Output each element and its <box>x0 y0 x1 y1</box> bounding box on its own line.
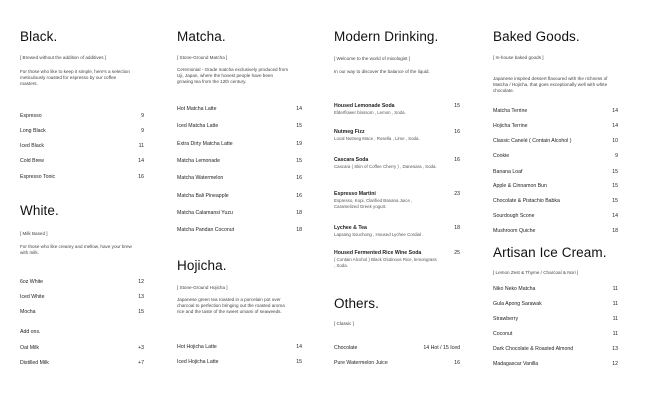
section-title-matcha: Matcha. <box>177 29 226 44</box>
menu-item-price: 14 Hot / 15 Iced <box>423 345 460 351</box>
menu-item-price: 16 <box>454 129 460 135</box>
menu-item-name: Cookie <box>493 153 510 159</box>
section-title-white: White. <box>20 203 59 218</box>
menu-item-name: Hot Hojicha Latte <box>177 344 217 350</box>
menu-item <box>177 210 302 218</box>
menu-item-price: +7 <box>138 360 144 366</box>
menu-item-price: +3 <box>138 345 144 351</box>
menu-item-name: 6oz White <box>20 279 44 285</box>
section-desc-black: For those who like to keep it simple, here's a selection meticulously roasted for espresso by our coffee roasters. <box>20 69 130 87</box>
menu-item <box>20 158 144 166</box>
section-desc-white: For those who like creamy and mellow, have your brew with milk. <box>20 244 132 256</box>
menu-item-name: Extra Dirty Matcha Latte <box>177 141 233 147</box>
menu-item-price: 19 <box>296 141 302 147</box>
menu-item <box>493 138 618 146</box>
menu-item-price: 14 <box>612 123 618 129</box>
menu-item-name: Iced Matcha Latte <box>177 123 219 129</box>
menu-item-name: Apple & Cinnamon Bun <box>493 183 547 189</box>
menu-item <box>493 213 618 221</box>
menu-item-name: Banana Loaf <box>493 169 523 175</box>
menu-item-price: 25 <box>454 250 460 256</box>
menu-item-name: Nutmeg Fizz <box>334 129 365 135</box>
menu-item <box>20 174 144 182</box>
section-title-black: Black. <box>20 29 58 44</box>
menu-item <box>20 360 144 368</box>
menu-item-price: 9 <box>615 153 618 159</box>
menu-item-name: Strawberry <box>493 316 519 322</box>
menu-item-name: Mushroom Quiche <box>493 228 536 234</box>
menu-item <box>493 301 618 309</box>
menu-item <box>20 279 144 287</box>
section-title-baked-goods: Baked Goods. <box>493 29 580 44</box>
section-desc-matcha: Ceremonial - Grade matcha exclusively produced from Uji, Japan, where the honest people have been growing tea from the 12th century. <box>177 67 289 85</box>
menu-item-price: 15 <box>612 183 618 189</box>
menu-item <box>493 346 618 354</box>
section-tag-black: [ Brewed without the addition of additives ] <box>20 55 107 60</box>
menu-item-name: Coconut <box>493 331 513 337</box>
menu-item-ingredients: Espresso, Kopi, Clarified Banana Juice , Caramelized Greek yogurt. <box>334 198 413 209</box>
menu-item-name: Mocha <box>20 309 36 315</box>
menu-item <box>20 309 144 317</box>
menu-item-name: Lychee & Tea <box>334 225 367 231</box>
menu-item <box>334 129 460 141</box>
menu-item-name: Matcha Terrine <box>493 108 528 114</box>
menu-item <box>493 331 618 339</box>
menu-item <box>493 228 618 236</box>
section-title-hojicha: Hojicha. <box>177 258 227 273</box>
section-tag-white: [ Milk Based ] <box>20 231 48 236</box>
menu-item-price: 11 <box>612 286 618 292</box>
menu-item-name: Chocolate <box>334 345 358 351</box>
section-title-artisan-ice-cream: Artisan Ice Cream. <box>493 245 607 260</box>
menu-item-name: Hojicha Terrine <box>493 123 528 129</box>
menu-item-name: Pure Watermelon Juice <box>334 360 388 366</box>
menu-item <box>20 294 144 302</box>
menu-item <box>20 128 144 136</box>
menu-item <box>334 360 460 368</box>
section-tag-artisan-ice-cream: [ Lemon Zest & Thyme / Charcoal & Nori ] <box>493 270 579 275</box>
section-desc-modern-drinking: In our way to discover the balance of the liquid. <box>334 69 430 74</box>
menu-item-name: Hot Matcha Latte <box>177 106 217 112</box>
menu-item <box>334 103 460 115</box>
menu-item <box>177 141 302 149</box>
menu-item-price: 14 <box>296 344 302 350</box>
menu-item-price: 9 <box>141 113 144 119</box>
menu-item-name: Cold Brew <box>20 158 44 164</box>
menu-item <box>20 113 144 121</box>
menu-item <box>493 108 618 116</box>
menu-item-price: 14 <box>138 158 144 164</box>
section-tag-matcha: [ Stone-Ground Matcha ] <box>177 55 228 60</box>
menu-item-price: 16 <box>454 360 460 366</box>
menu-item <box>334 250 460 268</box>
menu-item-name: Housed Lemonade Soda <box>334 103 395 109</box>
menu-item-name: Oat Milk <box>20 345 40 351</box>
menu-item-price: 18 <box>612 228 618 234</box>
menu-item-name: Matcha Bali Pineapple <box>177 193 229 199</box>
menu-item <box>177 227 302 235</box>
menu-item-name: Espresso Tonic <box>20 174 56 180</box>
menu-item <box>334 157 460 169</box>
menu-item-price: 18 <box>296 227 302 233</box>
menu-item-price: 12 <box>138 279 144 285</box>
menu-item-price: 13 <box>612 346 618 352</box>
menu-item <box>177 193 302 201</box>
menu-item-price: 14 <box>612 213 618 219</box>
section-desc-hojicha: Japanese green tea roasted in a porcelain pot over charcoal to perfection bringing out the roasted aroma rice and the taste of the sweet umami of seaweeds. <box>177 297 285 315</box>
menu-item-price: 13 <box>138 294 144 300</box>
menu-item-price: 16 <box>296 193 302 199</box>
menu-item <box>177 106 302 114</box>
menu-item-price: 15 <box>612 169 618 175</box>
menu-item-name: Espresso Martini <box>334 191 376 197</box>
menu-item-price: 16 <box>296 175 302 181</box>
menu-item-name: Iced Hojicha Latte <box>177 359 219 365</box>
menu-item <box>493 361 618 369</box>
menu-item <box>493 123 618 131</box>
menu-item-price: 11 <box>138 143 144 149</box>
menu-item-price: 16 <box>138 174 144 180</box>
menu-item-price: 18 <box>296 210 302 216</box>
menu-item <box>493 169 618 177</box>
menu-item <box>177 123 302 131</box>
menu-item-price: 14 <box>296 106 302 112</box>
menu-item-price: 11 <box>612 316 618 322</box>
section-tag-baked-goods: [ In-house baked goods ] <box>493 55 544 60</box>
menu-item <box>493 198 618 206</box>
menu-item-price: 18 <box>454 225 460 231</box>
menu-item <box>177 175 302 183</box>
section-title-modern-drinking: Modern Drinking. <box>334 29 439 44</box>
menu-item-ingredients: Local Nutmeg Mace , Rosella , Lime , Soda. <box>334 136 420 141</box>
menu-item-price: 15 <box>612 198 618 204</box>
menu-item-name: Matcha Watermelon <box>177 175 224 181</box>
menu-item-price: 10 <box>612 138 618 144</box>
menu-item <box>493 153 618 161</box>
menu-item-name: Matcha Pandan Coconut <box>177 227 235 233</box>
menu-item <box>493 316 618 324</box>
menu-item-price: 12 <box>612 361 618 367</box>
section-tag-others: [ Classic ] <box>334 321 354 326</box>
menu-item-name: Matcha Calamansi Yuzu <box>177 210 233 216</box>
menu-item <box>493 286 618 294</box>
menu-item <box>493 183 618 191</box>
menu-item-name: Chocolate & Pistachio Babka <box>493 198 560 204</box>
menu-item-price: 11 <box>612 331 618 337</box>
menu-item-ingredients: Elderflower blossom , Lemon , Soda. <box>334 110 406 115</box>
menu-item <box>334 225 460 237</box>
menu-item-name: Madagascar Vanilla <box>493 361 539 367</box>
menu-item-name: Housed Fermented Rice Wine Soda <box>334 250 422 256</box>
menu-item-ingredients: Cascara ( Skin of Coffee Cherry ) , Danesara , Soda. <box>334 164 437 169</box>
menu-item-name: Gula Apong Sarawak <box>493 301 542 307</box>
menu-item-ingredients: ( Contain Alcohol ) Black Glutinous Rice, lemongrass , Soda. <box>334 257 437 268</box>
section-tag-hojicha: [ Stone-Ground Hojicha ] <box>177 285 228 290</box>
section-tag-modern-drinking: [ Welcome to the world of mixologist ] <box>334 56 410 61</box>
menu-item-name: Cascara Soda <box>334 157 369 163</box>
addons-title: Add ons. <box>20 329 41 335</box>
menu-item-price: 11 <box>612 301 618 307</box>
menu-item <box>20 345 144 353</box>
menu-item-name: Iced White <box>20 294 45 300</box>
menu-item-name: Distilled Milk <box>20 360 49 366</box>
section-desc-baked-goods: Japanese inspired dessert flavoured with the richness of Matcha / Hojicha, that goes exceptionally well with white chocolate. <box>493 76 608 94</box>
menu-item <box>177 359 302 367</box>
menu-item-name: Classic Canelé ( Contain Alcohol ) <box>493 138 572 144</box>
menu-item-price: 16 <box>454 157 460 163</box>
menu-item-ingredients: Lapsang Souchong , Housed Lychee Cordial . <box>334 232 424 237</box>
menu-item-name: Espresso <box>20 113 42 119</box>
menu-item-name: Iced Black <box>20 143 44 149</box>
menu-item <box>20 143 144 151</box>
section-title-others: Others. <box>334 296 379 311</box>
menu-item-name: Niko Neko Matcha <box>493 286 536 292</box>
menu-item <box>177 158 302 166</box>
menu-item-price: 14 <box>612 108 618 114</box>
menu-item-price: 9 <box>141 128 144 134</box>
menu-item-name: Dark Chocolate & Roasted Almond <box>493 346 574 352</box>
menu-item-name: Sourdough Scone <box>493 213 535 219</box>
menu-item <box>334 191 460 209</box>
menu-item-name: Matcha Lemonade <box>177 158 220 164</box>
menu-item-price: 15 <box>454 103 460 109</box>
menu-item <box>177 344 302 352</box>
menu-item-name: Long Black <box>20 128 46 134</box>
menu-item <box>334 345 460 353</box>
menu-item-price: 15 <box>138 309 144 315</box>
menu-item-price: 23 <box>454 191 460 197</box>
menu-item-price: 15 <box>296 158 302 164</box>
menu-item-price: 15 <box>296 123 302 129</box>
menu-item-price: 15 <box>296 359 302 365</box>
